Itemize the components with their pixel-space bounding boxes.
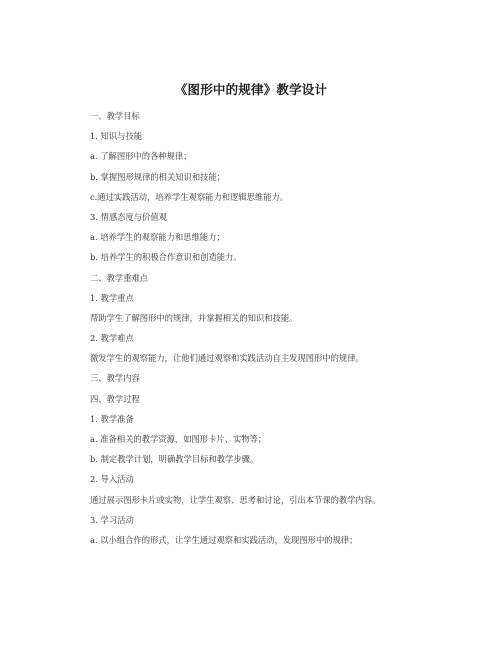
body-line: 3. 情感态度与价值观 xyxy=(90,211,167,222)
body-line: 1. 教学准备 xyxy=(90,413,134,424)
body-line: 激发学生的观察能力，让他们通过观察和实践活动自主发现图形中的规律。 xyxy=(90,353,364,364)
body-line: 1. 知识与技能 xyxy=(90,131,143,142)
body-line: 1. 教学重点 xyxy=(90,292,134,303)
body-line: a. 以小组合作的形式，让学生通过观察和实践活动，发现图形中的规律； xyxy=(90,534,358,545)
document-title: 《图形中的规律》教学设计 xyxy=(174,82,328,97)
body-line: 2. 教学难点 xyxy=(90,333,134,344)
document-body xyxy=(90,106,430,550)
body-line: 三、教学内容 xyxy=(90,373,140,384)
body-line: b. 制定教学计划，明确教学目标和教学步骤。 xyxy=(90,454,259,465)
body-line: 3. 学习活动 xyxy=(90,514,134,525)
body-line: c.通过实践活动，培养学生观察能力和逻辑思维能力。 xyxy=(90,191,289,202)
body-line: 一、教学目标 xyxy=(90,111,140,121)
body-line: b. 培养学生的积极合作意识和创造能力。 xyxy=(90,252,242,263)
body-line: 通过展示图形卡片或实物，让学生观察、思考和讨论，引出本节课的教学内容。 xyxy=(90,494,381,505)
body-line: 四、教学过程 xyxy=(90,393,140,404)
body-line: a. 准备相关的教学资源，如图形卡片、实物等； xyxy=(90,434,267,444)
body-line: b. 掌握图形规律的相关知识和技能； xyxy=(90,171,226,182)
body-line: 帮助学生了解图形中的规律，并掌握相关的知识和技能。 xyxy=(90,312,298,323)
body-line: a. 培养学生的观察能力和思维能力； xyxy=(90,232,225,243)
body-line: a. 了解图形中的各种规律； xyxy=(90,151,192,162)
body-line: 二、教学重难点 xyxy=(90,272,149,283)
body-line: 2. 导入活动 xyxy=(90,474,134,485)
